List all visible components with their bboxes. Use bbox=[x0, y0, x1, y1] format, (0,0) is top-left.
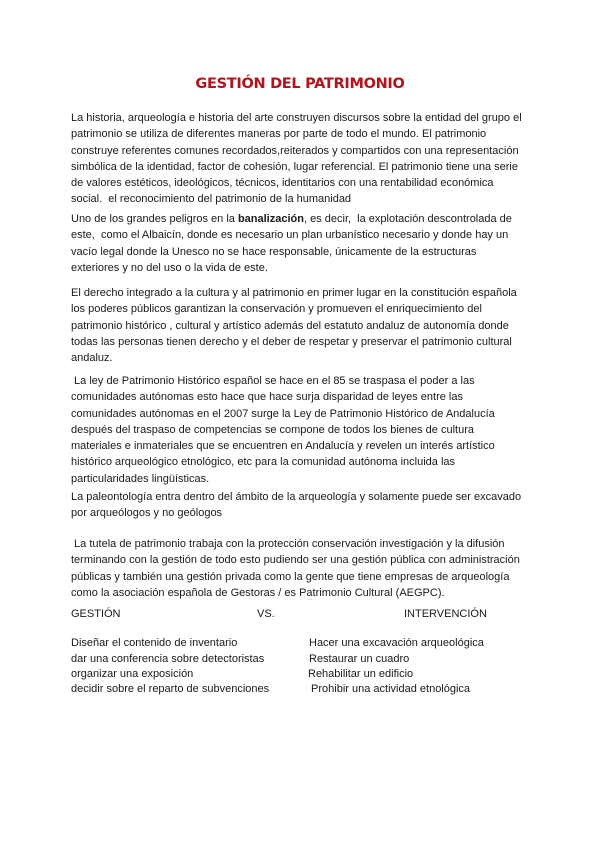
text-line: comunidades autónomas esto hace que hace surja disparidad de leyes entre las bbox=[71, 391, 463, 404]
bold-term: banalización bbox=[237, 213, 304, 225]
text-line: públicas y también una gestión privada como la gente que tiene empresas de arqueología bbox=[71, 570, 510, 583]
text-line: La tutela de patrimonio trabaja con la protección conservación investigación y la difusión bbox=[71, 538, 505, 550]
text-line: patrimonio histórico , cultural y artístico además del estatuto andaluz de autonomía donde bbox=[71, 319, 509, 332]
intervencion-item: Hacer una excavación arqueológica bbox=[309, 637, 484, 649]
comparison-header bbox=[71, 608, 541, 623]
paragraph-heritage-tutelage bbox=[71, 536, 541, 601]
comparison-row bbox=[71, 637, 541, 652]
gestion-header: GESTIÓN bbox=[71, 608, 121, 620]
gestion-item: decidir sobre el reparto de subvenciones bbox=[71, 683, 270, 695]
text-line: todas las personas tienen derecho y el deber de respetar y preservar el patrimonio cultural bbox=[71, 335, 512, 348]
intervencion-item: Restaurar un cuadro bbox=[309, 653, 410, 665]
paragraph-banalization bbox=[71, 211, 541, 276]
text-line: vacío legal donde la Unesco no se hace responsable, únicamente de la estructuras bbox=[71, 245, 477, 258]
text-line: histórico arqueológico etnológico, etc para la comunidad autónoma incluida las bbox=[71, 456, 456, 469]
paragraph-heritage-law bbox=[71, 373, 541, 487]
vs-label: VS. bbox=[257, 608, 275, 620]
text-line: La ley de Patrimonio Histórico español se hace en el 85 se traspasa el poder a las bbox=[71, 375, 475, 387]
document-title: GESTIÓN DEL PATRIMONIO bbox=[195, 76, 405, 92]
text-line: los poderes públicos garantizan la conservación y promueven el enriquecimiento del bbox=[71, 303, 482, 316]
paragraph-legal-rights bbox=[71, 285, 541, 366]
text-line: materiales e inmateriales que se encuentren en Andalucía y revelen un interés artístico bbox=[71, 440, 495, 453]
gestion-item: organizar una exposición bbox=[71, 668, 194, 680]
paragraph-heritage-definition bbox=[71, 110, 541, 208]
text-line: social. el reconocimiento del patrimonio de la humanidad bbox=[71, 193, 352, 206]
text-line: este, como el Albaicín, donde es necesario un plan urbanístico necesario y donde hay un bbox=[71, 229, 509, 242]
intervencion-header: INTERVENCIÓN bbox=[404, 608, 487, 620]
text-line bbox=[71, 211, 541, 227]
text-line: exteriores y no del uso o la vida de este. bbox=[71, 261, 268, 274]
comparison-row bbox=[71, 683, 541, 698]
text-line: El derecho integrado a la cultura y al patrimonio en primer lugar en la constitución española bbox=[71, 287, 517, 299]
text-line: terminando con la gestión de todo esto pudiendo ser una gestión pública con administración bbox=[71, 554, 520, 567]
text-line: La historia, arqueología e historia del arte construyen discursos sobre la entidad del grupo el bbox=[71, 112, 522, 124]
gestion-item: dar una conferencia sobre detectoristas bbox=[71, 653, 265, 665]
paragraph-paleontology bbox=[71, 489, 541, 522]
comparison-row bbox=[71, 653, 541, 668]
text-line: La paleontología entra dentro del ámbito de la arqueología y solamente puede ser excavado bbox=[71, 491, 522, 503]
text-line: por arqueólogos y no geólogos bbox=[71, 507, 223, 520]
comparison-row bbox=[71, 668, 541, 683]
intervencion-item: Rehabilitar un edificio bbox=[308, 668, 414, 680]
text-line: particularidades lingüísticas. bbox=[71, 472, 210, 485]
text-line: como la asociación española de Gestoras / es Patrimonio Cultural (AEGPC). bbox=[71, 586, 445, 599]
text-line: de valores estéticos, ideológicos, técnicos, identitarios con una rentabilidad económica bbox=[71, 177, 494, 190]
gestion-item: Diseñar el contenido de inventario bbox=[71, 637, 238, 649]
text-line: patrimonio se utiliza de diferentes maneras por parte de todo el mundo. El patrimonio bbox=[71, 128, 487, 141]
intervencion-item: Prohibir una actividad etnológica bbox=[308, 683, 471, 695]
text-line: comunidades autónomas en el 2007 surge la Ley de Patrimonio Histórico de Andalucía bbox=[71, 407, 495, 420]
text-segment: , es decir, la explotación descontrolada de bbox=[303, 213, 512, 225]
text-segment: Uno de los grandes peligros en la bbox=[71, 213, 238, 225]
text-line: andaluz. bbox=[71, 352, 113, 365]
text-line: después del traspaso de competencias se compone de todos los bienes de cultura bbox=[71, 423, 474, 436]
text-line: construye referentes comunes recordados,reiterados y compartidos con una representación bbox=[71, 144, 519, 157]
text-line: simbólica de la identidad, factor de cohesión, lugar referencial. El patrimonio tiene una serie bbox=[71, 160, 518, 173]
